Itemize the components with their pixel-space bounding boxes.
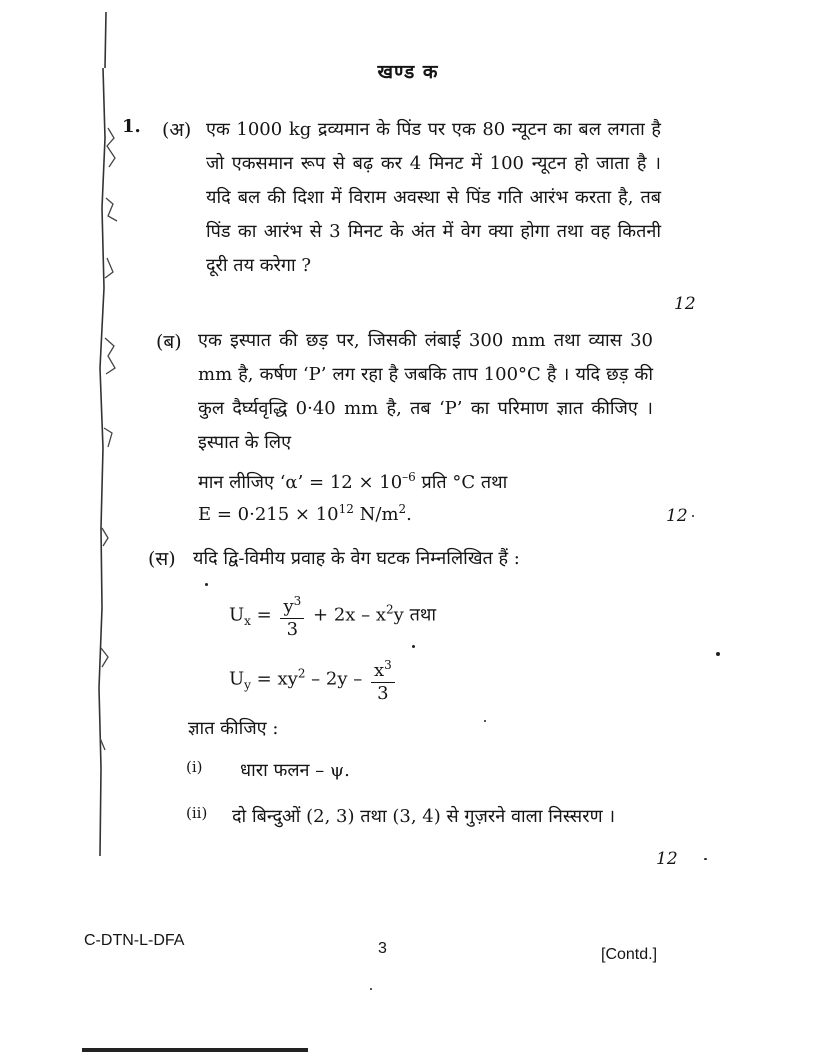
continued-label: [Contd.] <box>601 946 658 963</box>
ux-rest-b: y तथा <box>393 604 436 626</box>
alpha-exponent: –6 <box>402 470 416 484</box>
scan-speck <box>370 988 372 990</box>
scan-speck <box>716 652 720 656</box>
page-number: 3 <box>378 940 387 957</box>
uy-exp-a: 2 <box>297 666 306 681</box>
scan-speck <box>205 583 208 586</box>
alpha-suffix: प्रति °C तथा <box>415 472 508 493</box>
uy-denominator: 3 <box>377 683 389 704</box>
paper-code: C-DTN-L-DFA <box>84 932 185 949</box>
e-square: 2 <box>398 502 407 516</box>
uy-lhs: U <box>229 668 245 690</box>
part-a-marks: 12 <box>674 294 696 314</box>
scan-speck <box>484 720 486 722</box>
ux-lhs: U <box>229 604 245 626</box>
e-exponent: 12 <box>338 502 354 516</box>
item-i-text: धारा फलन – ψ. <box>240 760 350 781</box>
uy-fraction <box>371 654 395 705</box>
ux-subscript: x <box>244 614 251 629</box>
scan-speck <box>412 645 415 648</box>
uy-numerator: x <box>373 660 385 681</box>
find-label: ज्ञात कीजिए : <box>188 718 279 739</box>
ux-rest-a: + 2x – x <box>307 604 387 626</box>
item-i-label: (i) <box>186 758 203 776</box>
bottom-rule <box>82 1048 308 1052</box>
part-b-label: (ब) <box>156 331 182 353</box>
part-a-label: (अ) <box>162 119 192 141</box>
uy-numerator-exp: 3 <box>384 658 392 672</box>
ux-equals: = <box>250 604 278 626</box>
alpha-prefix: मान लीजिए ‘α’ = 12 × 10 <box>198 472 403 493</box>
part-c-label: (स) <box>148 548 176 570</box>
scan-speck <box>692 515 694 517</box>
ux-fraction <box>280 590 304 641</box>
e-prefix: E = 0·215 × 10 <box>198 504 339 525</box>
item-ii-text: दो बिन्दुओं (2, 3) तथा (3, 4) से गुज़रने वाला निस्सरण । <box>232 806 616 827</box>
part-a-text: एक 1000 kg द्रव्यमान के पिंड पर एक 80 न्यूटन का बल लगता है जो एकसमान रूप से बढ़ कर 4 मिनट में 100 न्यूटन हो जाता है । यदि बल की दिशा में विराम अवस्था से पिंड गति आरंभ करता है, तब पिंड का आरंभ से 3 मिनट के अंत में वेग क्या होगा तथा वह कितनी दूरी तय करेगा ? <box>206 119 661 276</box>
question-number: 1. <box>122 116 141 137</box>
part-b-e-line <box>198 492 653 532</box>
part-c-intro: यदि द्वि-विमीय प्रवाह के वेग घटक निम्नलिखित हैं : <box>193 548 520 569</box>
uy-eq-b: – 2y – <box>305 668 368 690</box>
e-suffix: . <box>406 504 412 525</box>
e-mid: N/m <box>353 504 399 525</box>
uy-subscript: y <box>244 678 251 693</box>
part-b-text: एक इस्पात की छड़ पर, जिसकी लंबाई 300 mm तथा व्यास 30 mm है, कर्षण ‘P’ लग रहा है जबकि ताप 100°C है । यदि छड़ की कुल दैर्घ्यवृद्धि 0·40 mm है, तब ‘P’ का परिमाण ज्ञात कीजिए । इस्पात के लिए <box>198 330 653 453</box>
equation-uy <box>229 654 398 705</box>
uy-eq-a: = xy <box>250 668 298 690</box>
item-ii-label: (ii) <box>186 804 208 822</box>
ux-denominator: 3 <box>286 619 299 640</box>
scan-speck <box>704 858 707 860</box>
ux-numerator-exp: 3 <box>293 594 302 608</box>
binding-edge <box>78 8 118 858</box>
section-heading: खण्ड क <box>377 61 439 83</box>
ux-rest-exp: 2 <box>386 602 394 617</box>
part-b-marks: 12 <box>666 506 688 526</box>
ux-numerator: y <box>283 596 294 617</box>
equation-ux <box>229 590 436 641</box>
part-c-marks: 12 <box>656 849 678 869</box>
